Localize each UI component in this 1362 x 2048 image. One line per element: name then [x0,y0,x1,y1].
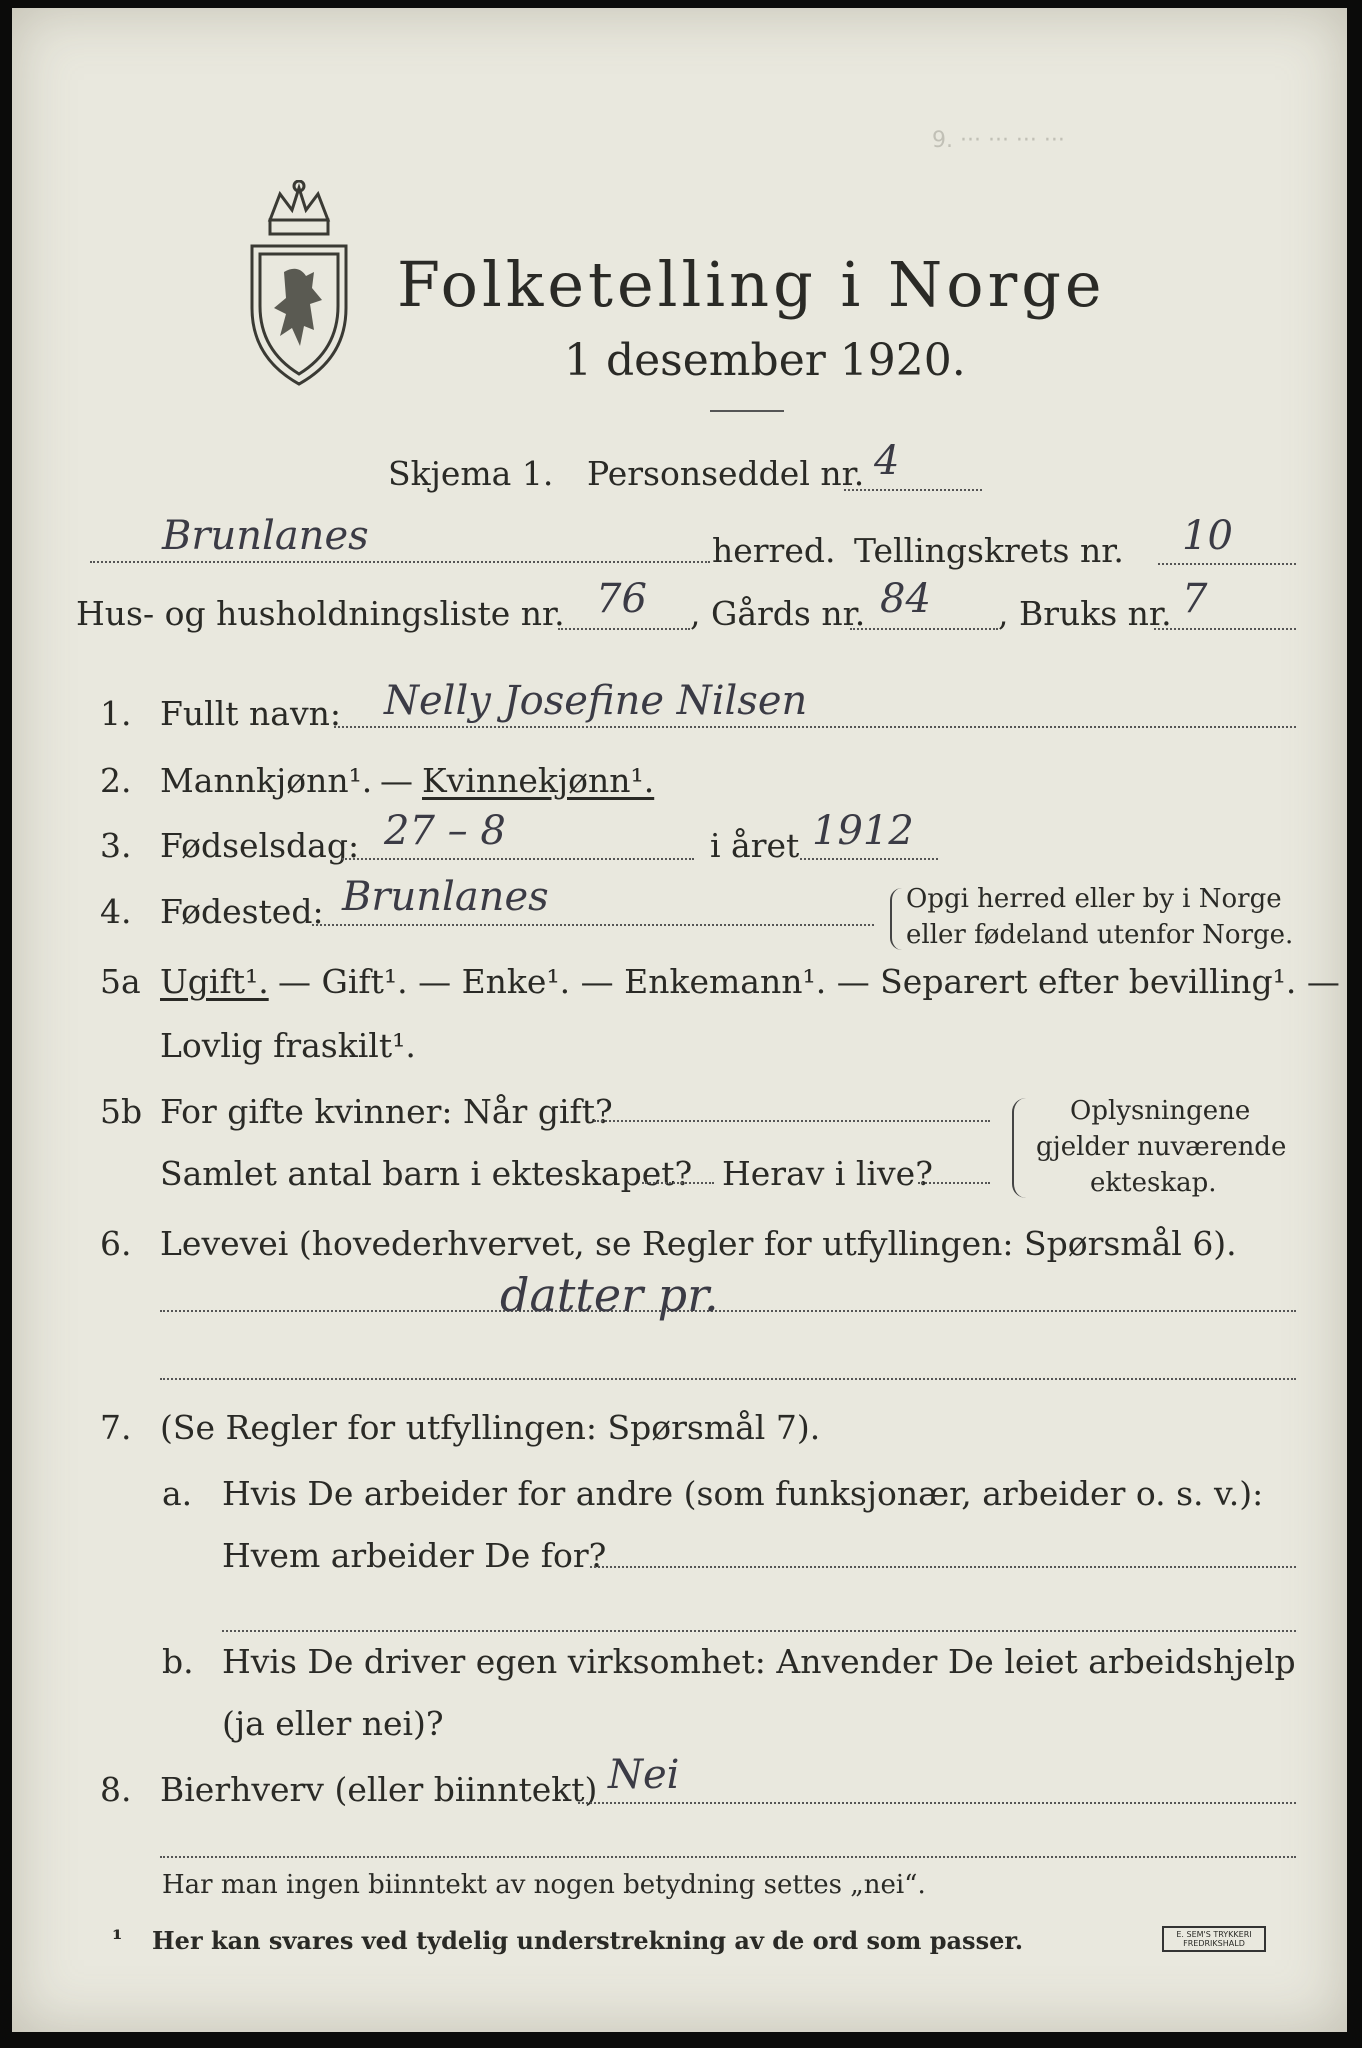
q6-line-2 [160,1378,1296,1380]
q4-line [312,924,874,926]
q6-number: 6. [100,1224,132,1263]
gards-label: , Gårds nr. [690,594,866,633]
bruks-line [1154,628,1296,630]
printer-stamp-line-2: FREDRIKSHALD [1183,1939,1245,1948]
skjema-label: Skjema 1. [388,454,554,493]
q8-number: 8. [100,1770,132,1809]
q5b-alive-line [918,1182,990,1184]
q5a-fraskilt-option[interactable]: Lovlig fraskilt¹. [160,1026,416,1065]
q3-year-label: i året [710,826,800,865]
q6-line-1 [160,1310,1296,1312]
q7a-line-2 [222,1630,1296,1632]
q4-number: 4. [100,892,132,931]
q5a-ugift-option[interactable]: Ugift¹. [160,962,269,1001]
footnote-mark: ¹ [112,1924,123,1953]
q1-line [334,726,1296,728]
q5a-other-options[interactable]: — Gift¹. — Enke¹. — Enkemann¹. — Separert efter bevilling¹. — [278,962,1340,1001]
q4-label: Fødested: [160,892,324,931]
q7b-number: b. [162,1642,194,1681]
tellingskrets-value[interactable]: 10 [1182,513,1233,559]
q8-line-2 [160,1856,1296,1858]
q2-male-option[interactable]: Mannkjønn¹. [160,761,373,800]
personseddel-value[interactable]: 4 [874,438,900,484]
norwegian-lion-crest-icon [240,180,358,390]
census-form [12,8,1347,2032]
q5a-number: 5a [100,962,141,1001]
q5b-label-1: For gifte kvinner: Når gift? [160,1092,613,1131]
footer-note: Har man ingen biinntekt av nogen betydning settes „nei“. [162,1870,926,1900]
herred-line [90,561,710,563]
herred-label: herred. [712,531,836,570]
q6-label: Levevei (hovederhvervet, se Regler for utfyllingen: Spørsmål 6). [160,1224,1237,1263]
title-rule [710,410,784,412]
hus-label: Hus- og husholdningsliste nr. [76,594,565,633]
q5b-married-line [594,1120,990,1122]
q7b-label: Hvis De driver egen virksomhet: Anvender De leiet arbeidshjelp [222,1642,1296,1681]
q5b-brace [1012,1098,1026,1198]
q7a-label-2: Hvem arbeider De for? [222,1536,607,1575]
q4-value[interactable]: Brunlanes [342,874,549,920]
q8-line [578,1802,1296,1804]
q8-value[interactable]: Nei [608,1752,680,1798]
hus-value[interactable]: 76 [596,576,647,622]
bruks-value[interactable]: 7 [1182,576,1208,622]
q4-note-2: eller fødeland utenfor Norge. [906,920,1294,950]
q5b-note-1: Oplysningene [1070,1096,1251,1126]
q7a-number: a. [162,1474,193,1513]
q3-year-line [800,858,938,860]
herred-value[interactable]: Brunlanes [162,513,369,559]
gards-value[interactable]: 84 [880,576,931,622]
bleed-through: 9. ··· ··· ··· ··· [932,128,1065,153]
q5b-note-3: ekteskap. [1090,1168,1217,1198]
personseddel-line [844,489,982,491]
tellingskrets-line [1158,563,1296,565]
q3-year-value[interactable]: 1912 [812,808,914,854]
q7a-line-1 [590,1566,1296,1568]
q7a-label: Hvis De arbeider for andre (som funksjonær, arbeider o. s. v.): [222,1474,1264,1513]
q7-label: (Se Regler for utfyllingen: Spørsmål 7). [160,1408,821,1447]
q2-female-option[interactable]: Kvinnekjønn¹. [422,761,655,800]
q5b-children-line [642,1182,714,1184]
q2-number: 2. [100,761,132,800]
q5b-number: 5b [100,1092,143,1131]
q1-number: 1. [100,694,132,733]
personseddel-label: Personseddel nr. [587,454,865,493]
q3-value[interactable]: 27 – 8 [384,808,506,854]
printer-stamp-line-1: E. SEM'S TRYKKERI [1176,1930,1252,1939]
hus-line [558,628,690,630]
bruks-label: , Bruks nr. [998,594,1172,633]
q4-note-1: Opgi herred eller by i Norge [906,884,1282,914]
q5b-label-3: Herav i live? [722,1154,933,1193]
tellingskrets-label: Tellingskrets nr. [854,531,1124,570]
printer-stamp [1162,1926,1266,1952]
q1-value[interactable]: Nelly Josefine Nilsen [384,678,808,724]
form-title: Folketelling i Norge [397,248,1106,321]
q8-label: Bierhverv (eller biinntekt) [160,1770,598,1809]
q3-line [342,858,694,860]
q3-number: 3. [100,826,132,865]
q7b-label-2: (ja eller nei)? [222,1704,444,1743]
q6-value[interactable]: datter pr. [500,1268,719,1322]
form-date: 1 desember 1920. [564,335,966,386]
gards-line [850,628,998,630]
q5b-label-2: Samlet antal barn i ekteskapet? [160,1154,693,1193]
q3-label: Fødselsdag: [160,826,360,865]
q4-brace [890,888,902,950]
footnote-text: Her kan svares ved tydelig understrekning av de ord som passer. [152,1926,1024,1955]
q5b-note-2: gjelder nuværende [1036,1132,1287,1162]
q2-separator: — [380,761,413,800]
q7-number: 7. [100,1408,132,1447]
q1-label: Fullt navn: [160,694,341,733]
